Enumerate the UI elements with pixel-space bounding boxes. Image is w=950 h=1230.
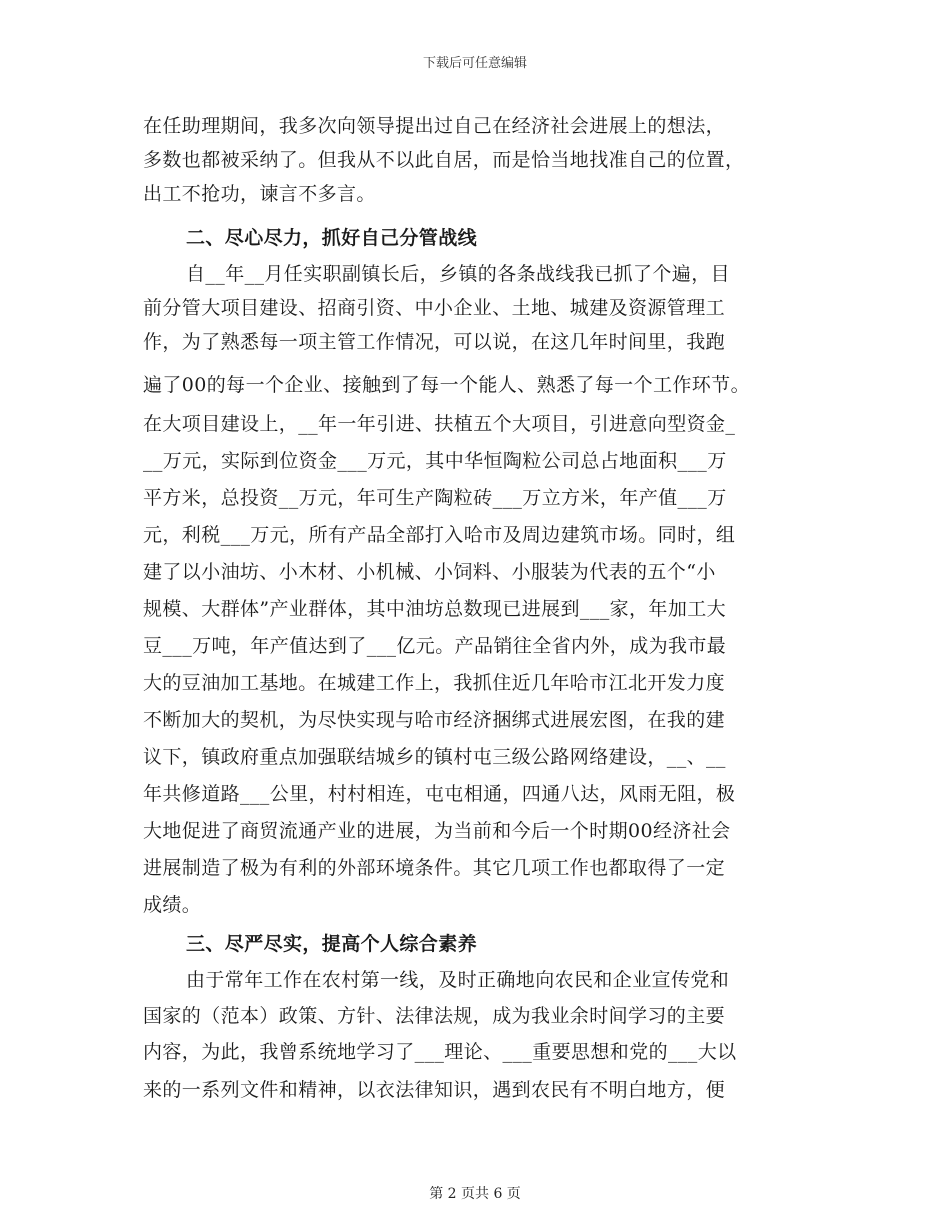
body-line: 由于常年工作在农村第一线，及时正确地向农民和企业宣传党和 — [186, 969, 730, 991]
body-line: 年共修道路___公里，村村相连，屯屯相通，四通八达，风雨无阻，极 — [143, 783, 736, 805]
body-line: 在大项目建设上，__年一年引进、扶植五个大项目，引进意向型资金_ — [143, 413, 736, 435]
body-line: 内容，为此，我曾系统地学习了___理论、___重要思想和党的___大以 — [143, 1041, 737, 1063]
body-line: 大地促进了商贸流通产业的进展，为当前和今后一个时期00经济社会 — [143, 820, 731, 842]
body-line: 建了以小油坊、小木材、小机械、小饲料、小服装为代表的五个“小 — [143, 561, 716, 583]
body-line: 豆___万吨，年产值达到了___亿元。产品销往全省内外，成为我市最 — [143, 635, 727, 657]
section-heading-3: 三、尽严尽实，提高个人综合素养 — [186, 933, 478, 955]
body-line: 平方米，总投资__万元，年可生产陶粒砖___万立方米，年产值___万 — [143, 487, 727, 509]
section-heading-2: 二、尽心尽力，抓好自己分管战线 — [186, 227, 478, 249]
body-line: 成绩。 — [143, 894, 202, 916]
body-line: 议下，镇政府重点加强联结城乡的镇村屯三级公路网络建设，__、__ — [143, 746, 726, 768]
body-line: 作，为了熟悉每一项主管工作情况，可以说，在这几年时间里，我跑 — [143, 331, 726, 353]
page-header: 下载后可任意编辑 — [422, 56, 527, 71]
body-line: __万元，实际到位资金___万元，其中华恒陶粒公司总占地面积___万 — [143, 450, 727, 472]
body-line: 自__年__月任实职副镇长后，乡镇的各条战线我已抓了个遍，目 — [186, 263, 731, 285]
body-line: 规模、大群体”产业群体，其中油坊总数现已进展到___家，年加工大 — [143, 598, 727, 620]
body-line: 大的豆油加工基地。在城建工作上，我抓住近几年哈市江北开发力度 — [143, 672, 726, 694]
body-line: 遍了00的每一个企业、接触到了每一个能人、熟悉了每一个工作环节。 — [143, 374, 750, 396]
body-line: 来的一系列文件和精神，以衣法律知识，遇到农民有不明白地方，便 — [143, 1079, 726, 1101]
page-footer: 第 2 页共 6 页 — [429, 1186, 521, 1202]
body-line: 多数也都被采纳了。但我从不以此自居，而是恰当地找准自己的位置， — [143, 149, 745, 171]
body-line: 进展制造了极为有利的外部环境条件。其它几项工作也都取得了一定 — [143, 857, 726, 879]
body-line: 在任助理期间，我多次向领导提出过自己在经济社会进展上的想法， — [143, 115, 726, 137]
body-line: 不断加大的契机，为尽快实现与哈市经济捆绑式进展宏图，在我的建 — [143, 709, 726, 731]
body-line: 国家的（范本）政策、方针、法律法规，成为我业余时间学习的主要 — [143, 1005, 726, 1027]
body-line: 元，利税___万元，所有产品全部打入哈市及周边建筑市场。同时，组 — [143, 524, 736, 546]
body-line: 出工不抢功，谏言不多言。 — [143, 183, 376, 205]
body-line: 前分管大项目建设、招商引资、中小企业、土地、城建及资源管理工 — [143, 297, 726, 319]
